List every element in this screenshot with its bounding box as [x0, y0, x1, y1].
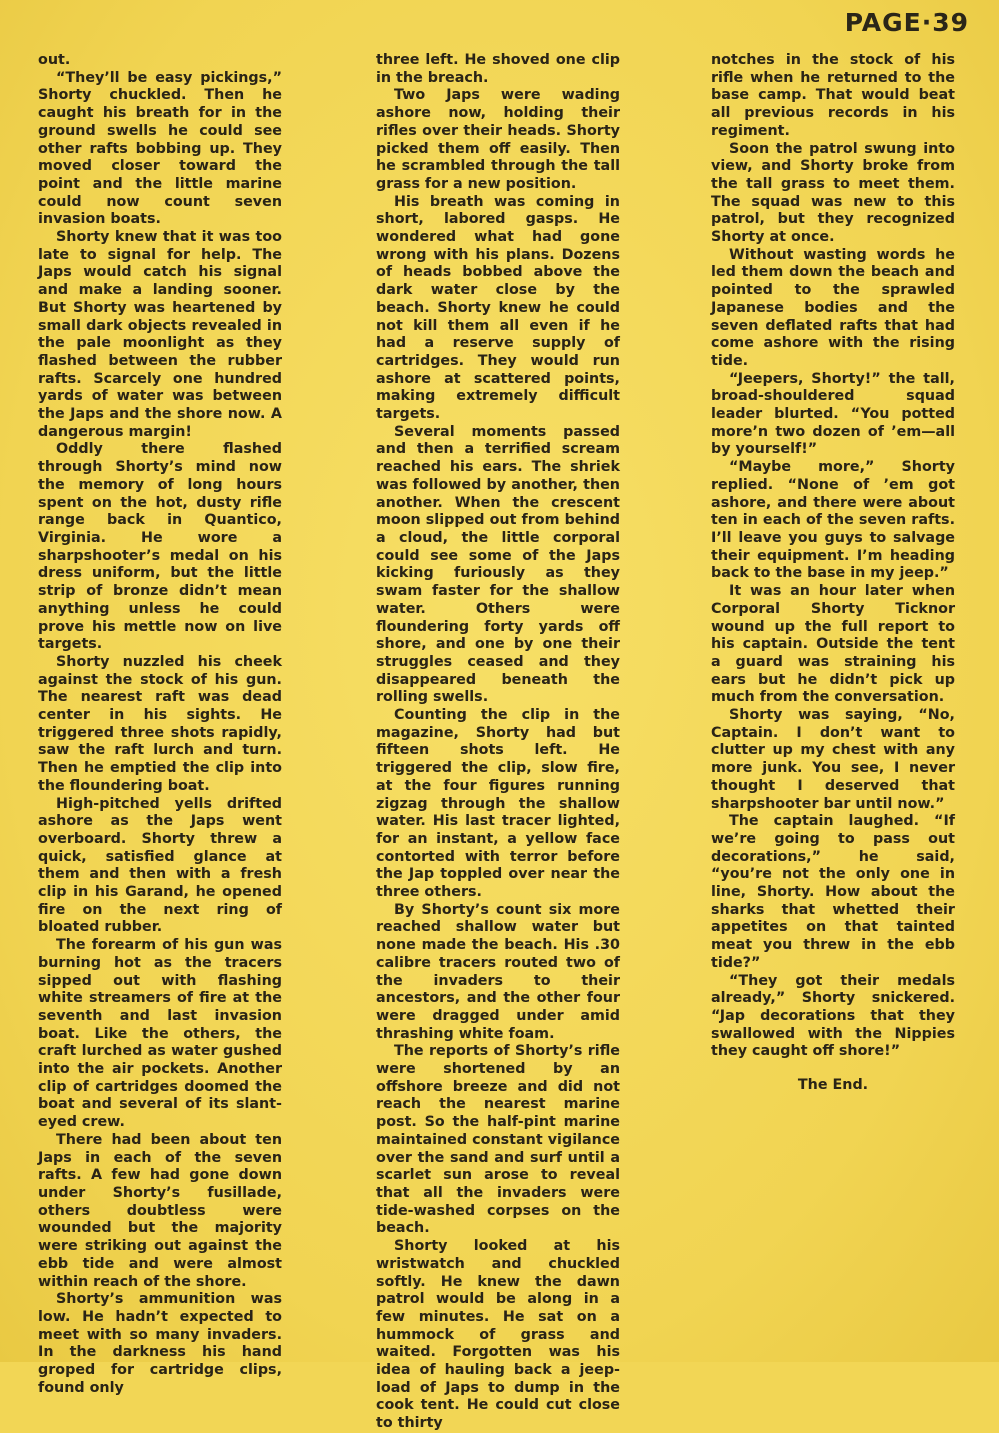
paragraph: Soon the patrol swung into view, and Shorty broke from the tall grass to meet them. The squad was new to this patrol, but they recognized Shorty at once.: [711, 140, 955, 246]
paragraph: There had been about ten Japs in each of the seven rafts. A few had gone down under Shorty’s fusillade, others doubtless were wounded but the majority were striking out against the ebb tide and were almost within reach of the shore.: [38, 1131, 282, 1290]
paragraph: The reports of Shorty’s rifle were shortened by an offshore breeze and did not reach the nearest marine post. So the half-pint marine maintained constant vigilance over the sand and surf until a scarlet sun arose to reveal that all the invaders were tide-washed corpses on the beach.: [376, 1043, 620, 1237]
page-number: PAGE·39: [844, 8, 969, 37]
text-column-3: [711, 52, 955, 1095]
paragraph: High-pitched yells drifted ashore as the Japs went overboard. Shorty threw a quick, satisfied glance at them and then with a fresh clip in his Garand, he opened fire on the next ring of bloated rubber.: [38, 795, 282, 936]
text-column-2: [376, 52, 620, 1433]
paragraph: Several moments passed and then a terrified scream reached his ears. The shriek was followed by another, then another. When the crescent moon slipped out from behind a cloud, the little corporal could see some of the Japs kicking furiously as they swam faster for the shallow water. Others were floundering forty yards off shore, and one by one their struggles ceased and they disappeared beneath the rolling swells.: [376, 423, 620, 706]
paragraph: The captain laughed. “If we’re going to pass out decorations,” he said, “you’re not the only one in line, Shorty. How about the sharks that whetted their appetites on that tainted meat you threw in the ebb tide?”: [711, 813, 955, 971]
end-text: The End.: [797, 1077, 869, 1094]
paragraph: By Shorty’s count six more reached shallow water but none made the beach. His .30 calibre tracers routed two of the invaders to their ancestors, and the other four were dragged under amid thrashing white foam.: [376, 901, 620, 1042]
paragraph: Counting the clip in the magazine, Shorty had but fifteen shots left. He triggered the clip, slow fire, at the four figures running zigzag through the shallow water. His last tracer lighted, for an instant, a yellow face contorted with terror before the Jap toppled over near the three others.: [376, 707, 620, 901]
text-column-1: [38, 52, 282, 1397]
paragraph: Without wasting words he led them down the beach and pointed to the sprawled Japanese bodies and the seven deflated rafts that had come ashore with the rising tide.: [711, 246, 955, 369]
paragraph: “Jeepers, Shorty!” the tall, broad-shouldered squad leader blurted. “You potted more’n two dozen of ’em—all by yourself!”: [711, 370, 955, 458]
paragraph: His breath was coming in short, labored gasps. He wondered what had gone wrong with his plans. Dozens of heads bobbed above the dark water close by the beach. Shorty knew he could not kill them all even if he had a reserve supply of cartridges. They would run ashore at scattered points, making extremely difficult targets.: [376, 193, 620, 423]
paragraph: Shorty looked at his wristwatch and chuckled softly. He knew the dawn patrol would be along in a few minutes. He sat on a hummock of grass and waited. Forgotten was his idea of hauling back a jeep-load of Japs to dump in the cook tent. He could cut close to thirty: [376, 1238, 620, 1432]
paragraph: notches in the stock of his rifle when he returned to the base camp. That would beat all previous records in his regiment.: [711, 52, 955, 139]
paragraph: Shorty was saying, “No, Captain. I don’t want to clutter up my chest with any more junk. You see, I never thought I deserved that sharpshooter bar until now.”: [711, 707, 955, 812]
paragraph: “Maybe more,” Shorty replied. “None of ’em got ashore, and there were about ten in each of the seven rafts. I’ll leave you guys to salvage their equipment. I’m heading back to the base in my jeep.”: [711, 459, 955, 582]
paragraph: Shorty nuzzled his cheek against the stock of his gun. The nearest raft was dead center in his sights. He triggered three shots rapidly, saw the raft lurch and turn. Then he emptied the clip into the floundering boat.: [38, 653, 282, 794]
paragraph: Shorty knew that it was too late to signal for help. The Japs would catch his signal and make a landing sooner. But Shorty was heartened by small dark objects revealed in the pale moonlight as they flashed between the rubber rafts. Scarcely one hundred yards of water was between the Japs and the shore now. A dangerous margin!: [38, 229, 282, 440]
paragraph: Shorty’s ammunition was low. He hadn’t expected to meet with so many invaders. In the darkness his hand groped for cartridge clips, found only: [38, 1291, 282, 1396]
paragraph: three left. He shoved one clip in the breach.: [376, 52, 620, 86]
paragraph: “They’ll be easy pickings,” Shorty chuckled. Then he caught his breath for in the ground swells he could see other rafts bobbing up. They moved closer toward the point and the little marine could now count seven invasion boats.: [38, 69, 282, 228]
paragraph: Two Japs were wading ashore now, holding their rifles over their heads. Shorty picked them off easily. Then he scrambled through the tall grass for a new position.: [376, 87, 620, 192]
paragraph: It was an hour later when Corporal Shorty Ticknor wound up the full report to his captain. Outside the tent a guard was straining his ears but he didn’t pick up much from the conversation.: [711, 583, 955, 706]
paragraph: out.: [38, 52, 71, 68]
paragraph: “They got their medals already,” Shorty snickered. “Jap decorations that they swallowed with the Nippies they caught off shore!”: [711, 972, 955, 1060]
paragraph: Oddly there flashed through Shorty’s mind now the memory of long hours spent on the hot, dusty rifle range back in Quantico, Virginia. He wore a sharpshooter’s medal on his dress uniform, but the little strip of bronze didn’t mean anything unless he could prove his mettle now on live targets.: [38, 441, 282, 653]
paragraph: The forearm of his gun was burning hot as the tracers sipped out with flashing white streamers of fire at the seventh and last invasion boat. Like the others, the craft lurched as water gushed into the air pockets. Another clip of cartridges doomed the boat and several of its slant-eyed crew.: [38, 937, 282, 1131]
